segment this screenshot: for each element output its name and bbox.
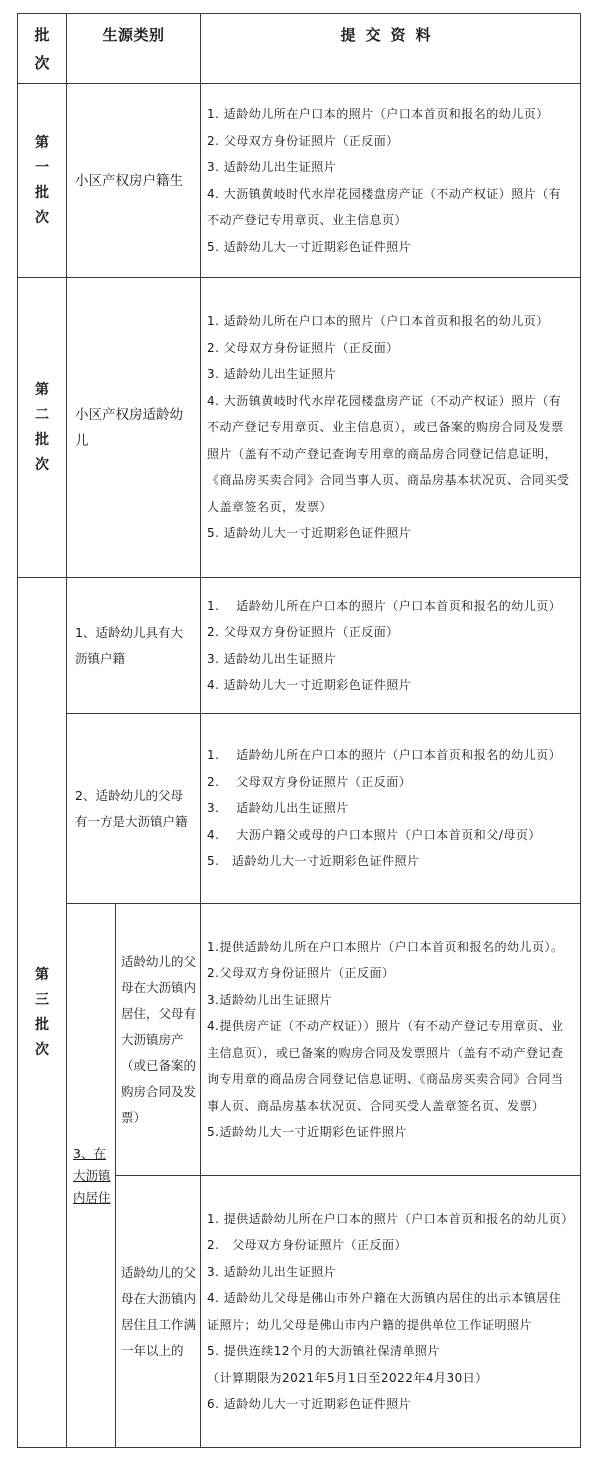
doc-item: 4. 适龄幼儿大一寸近期彩色证件照片 — [207, 678, 412, 692]
category-text: 适龄幼儿的父母在大沥镇内居住且工作满一年以上的 — [121, 1264, 197, 1358]
category-text: 适龄幼儿的父母在大沥镇内居住，父母有大沥镇房产（或已备案的购房合同及发票） — [121, 953, 197, 1125]
doc-item: 3.适龄幼儿出生证照片 — [207, 992, 332, 1007]
batch-char: 次 — [35, 456, 49, 473]
docs-cell — [201, 904, 581, 1176]
doc-item: 4. 大沥镇黄岐时代水岸花园楼盘房产证（不动产权证）照片（有不动产登记专用章页、业主信息页），或已备案的购房合同及发票照片（盖有不动产登记查询专用章的商品房合同登记信息证明，《商品房买卖合同》合同当事人页、商品房基本状况页、合同买受人盖章签名页，发票） — [207, 393, 570, 514]
docs-cell — [201, 278, 581, 578]
doc-item: 5. 适龄幼儿大一寸近期彩色证件照片 — [207, 526, 412, 541]
docs-cell — [201, 1176, 581, 1448]
batch-label-cell — [18, 84, 67, 278]
doc-item: 2. 父母双方身份证照片（正反面） — [207, 340, 399, 355]
doc-item: 2. 父母双方身份证照片（正反面） — [207, 1238, 407, 1252]
doc-item: 3. 适龄幼儿出生证照片 — [207, 801, 349, 816]
batch-char: 次 — [35, 209, 49, 226]
batch-char: 一 — [35, 159, 49, 176]
docs-cell — [201, 578, 581, 714]
doc-item: 4. 适龄幼儿父母是佛山市外户籍在大沥镇内居住的出示本镇居住证照片；幼儿父母是佛山市内户籍的提供单位工作证明照片 — [207, 1291, 562, 1332]
doc-item: 4. 大沥户籍父或母的户口本照片（户口本首页和父/母页） — [207, 827, 541, 842]
header-category-label: 生源类别 — [102, 26, 165, 44]
doc-item: 1. 适龄幼儿所在户口本的照片（户口本首页和报名的幼儿页） — [207, 314, 549, 329]
doc-item: 1. 适龄幼儿所在户口本的照片（户口本首页和报名的幼儿页） — [207, 748, 562, 763]
doc-item: 1.提供适龄幼儿所在户口本照片（户口本首页和报名的幼儿页）。 — [207, 939, 564, 954]
category-cell — [67, 278, 201, 578]
category-cell — [67, 578, 201, 714]
table-row — [18, 578, 581, 714]
doc-item: 2. 父母双方身份证照片（正反面） — [207, 774, 412, 789]
category-cell — [67, 84, 201, 278]
doc-item: 4. 大沥镇黄岐时代水岸花园楼盘房产证（不动产权证）照片（有不动产登记专用章页、业主信息页） — [207, 186, 562, 227]
doc-item: 4.提供房产证（不动产权证））照片（有不动产登记专用章页、业主信息页），或已备案的购房合同及发票照片（盖有不动产登记查询专用章的商品房合同登记信息证明、《商品房买卖合同》合同当事人页、商品房基本状况页、合同买受人盖章签名页、发票） — [207, 1019, 564, 1113]
batch-char: 第 — [35, 381, 49, 398]
subcategory-cell — [67, 904, 116, 1448]
header-docs-cell — [201, 14, 581, 84]
batch-char: 三 — [35, 991, 49, 1008]
batch-char: 批 — [35, 1016, 49, 1033]
table-header-row — [18, 14, 581, 84]
category-text: 2、适龄幼儿的父母有一方是大沥镇户籍 — [75, 787, 188, 829]
category-cell — [116, 1176, 201, 1448]
table-row — [18, 84, 581, 278]
docs-cell — [201, 84, 581, 278]
category-text: 小区产权房户籍生 — [75, 172, 183, 189]
doc-item: 3. 适龄幼儿出生证照片 — [207, 367, 337, 382]
category-cell — [116, 904, 201, 1176]
doc-item: 2. 父母双方身份证照片（正反面） — [207, 625, 399, 639]
doc-item: 5. 适龄幼儿大一寸近期彩色证件照片 — [207, 854, 420, 869]
docs-cell — [201, 714, 581, 904]
doc-item: 5. 提供连续12个月的大沥镇社保清单照片 — [207, 1344, 441, 1358]
table-row — [18, 278, 581, 578]
header-batch-char: 次 — [34, 53, 50, 72]
category-text: 小区产权房适龄幼儿 — [75, 406, 183, 449]
batch-char: 第 — [35, 966, 49, 983]
doc-item: 1. 适龄幼儿所在户口本的照片（户口本首页和报名的幼儿页） — [207, 107, 549, 121]
doc-item: 2. 父母双方身份证照片（正反面） — [207, 133, 399, 148]
batch-label-cell — [18, 278, 67, 578]
table-row — [18, 904, 581, 1176]
requirements-table — [17, 13, 581, 1448]
batch-char: 批 — [35, 184, 49, 201]
table-row — [18, 714, 581, 904]
category-cell — [67, 714, 201, 904]
requirements-table-wrapper — [17, 13, 580, 1447]
category-text: 1、适龄幼儿具有大沥镇户籍 — [75, 624, 183, 666]
header-batch-cell — [18, 14, 67, 84]
doc-item: 3. 适龄幼儿出生证照片 — [207, 1264, 337, 1279]
doc-item: 3. 适龄幼儿出生证照片 — [207, 651, 337, 666]
doc-item: 5.适龄幼儿大一寸近期彩色证件照片 — [207, 1125, 407, 1139]
doc-item: （计算期限为2021年5月1日至2022年4月30日） — [207, 1370, 488, 1385]
batch-char: 二 — [35, 406, 49, 423]
header-category-cell — [67, 14, 201, 84]
subcategory-text: 3、在大沥镇内居住 — [73, 1145, 111, 1205]
doc-item: 6. 适龄幼儿大一寸近期彩色证件照片 — [207, 1397, 412, 1411]
doc-item: 1. 提供适龄幼儿所在户口本的照片（户口本首页和报名的幼儿页） — [207, 1211, 574, 1226]
batch-char: 次 — [35, 1041, 49, 1058]
header-batch-char: 批 — [34, 25, 50, 44]
batch-label-cell — [18, 578, 67, 1448]
doc-item: 2.父母双方身份证照片（正反面） — [207, 966, 395, 980]
doc-item: 3. 适龄幼儿出生证照片 — [207, 160, 337, 174]
batch-char: 第 — [35, 134, 49, 151]
header-docs-label: 提交资料 — [340, 26, 441, 44]
batch-char: 批 — [35, 431, 49, 448]
doc-item: 1. 适龄幼儿所在户口本的照片（户口本首页和报名的幼儿页） — [207, 598, 562, 613]
doc-item: 5. 适龄幼儿大一寸近期彩色证件照片 — [207, 239, 412, 254]
